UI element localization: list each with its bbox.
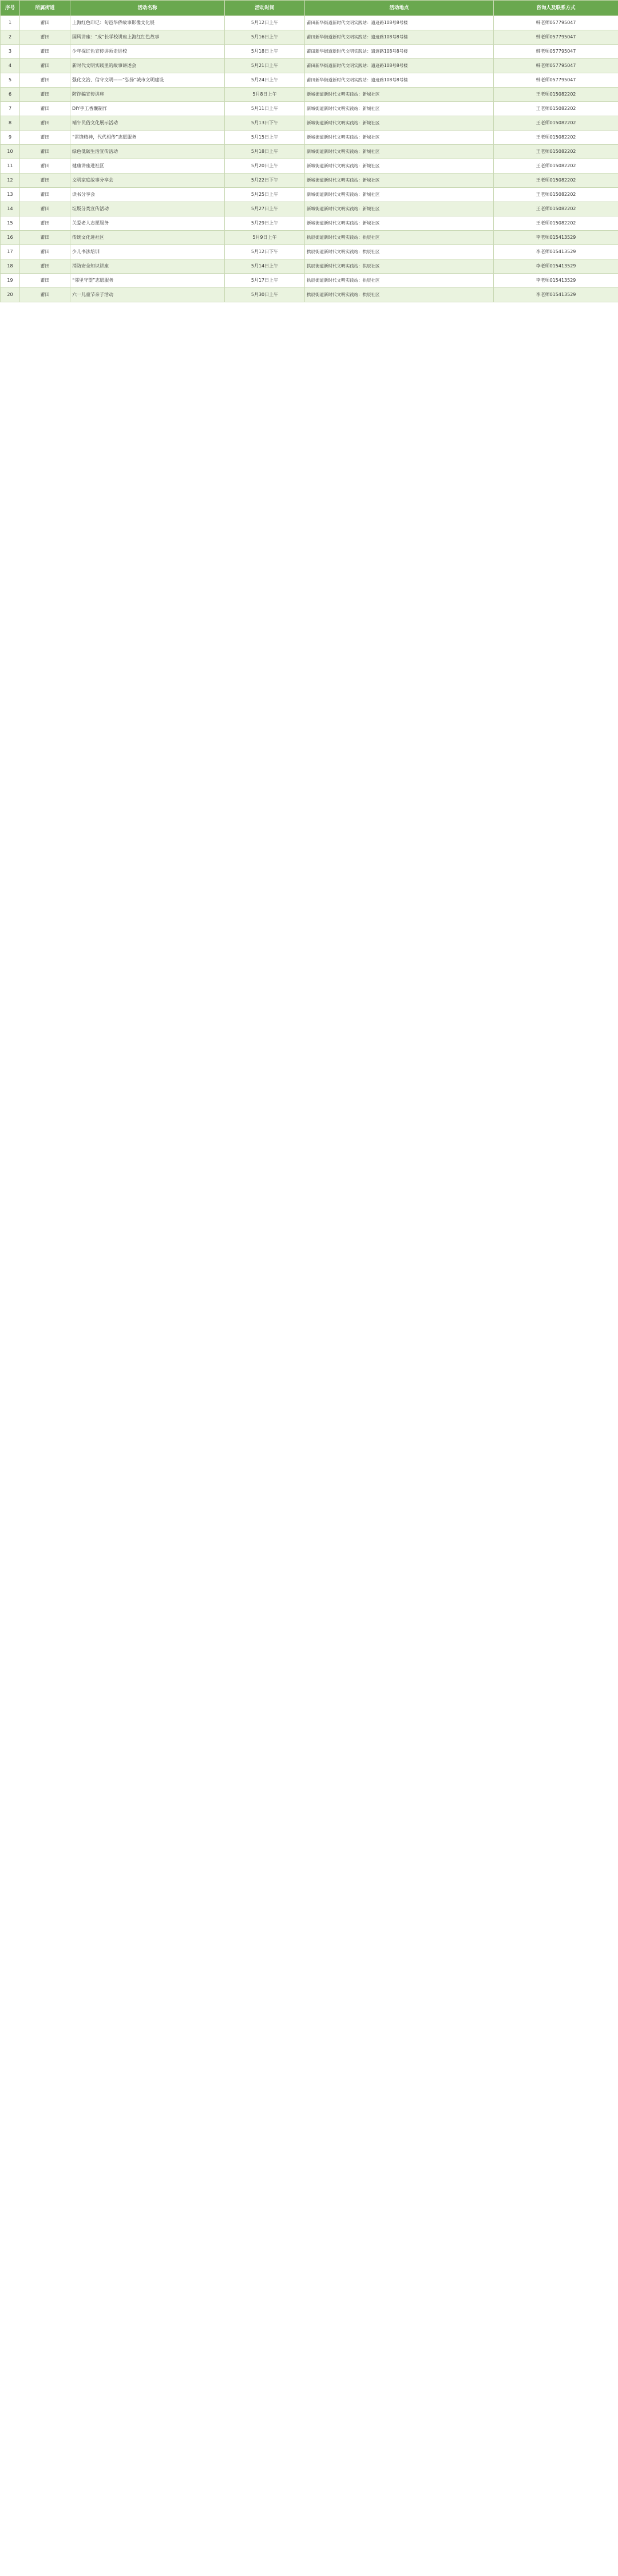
cell-no: 8 [1,116,20,131]
cell-contact: 韩老师057795047 [494,59,618,73]
cell-no: 12 [1,173,20,188]
cell-no: 11 [1,159,20,173]
cell-activity-time: 5月9日上午 [225,231,305,245]
table-row [1,245,618,259]
cell-activity-name: 关爱老人志愿服务 [70,216,225,231]
cell-activity-name: “邻里守望”志愿服务 [70,274,225,288]
table-row [1,231,618,245]
cell-street: 莆田 [20,145,70,159]
cell-contact: 韩老师057795047 [494,73,618,88]
cell-activity-venue: 新城街道新时代文明实践站：新城社区 [305,202,494,216]
cell-activity-time: 5月22日下午 [225,173,305,188]
cell-activity-time: 5月15日上午 [225,131,305,145]
cell-street: 莆田 [20,159,70,173]
cell-street: 莆田 [20,216,70,231]
cell-activity-name: 强化文治、信守文明——“弘扬”城市文明建设 [70,73,225,88]
cell-street: 莆田 [20,188,70,202]
cell-no: 19 [1,274,20,288]
cell-activity-time: 5月14日上午 [225,259,305,274]
table-row [1,73,618,88]
table-row [1,188,618,202]
cell-activity-name: 国风讲座：“成”长学校讲座上海红红色故事 [70,30,225,45]
table-body [1,16,618,302]
cell-activity-venue: 新城街道新时代文明实践站：新城社区 [305,188,494,202]
cell-no: 20 [1,288,20,302]
table-row [1,116,618,131]
cell-contact: 王老师015082202 [494,173,618,188]
table-header-row [1,1,618,16]
cell-activity-venue: 拱辰街道新时代文明实践站：拱辰社区 [305,231,494,245]
header-activity-name: 活动名称 [70,1,225,16]
cell-activity-name: “雷锋精神，代代相传”志愿服务 [70,131,225,145]
cell-activity-venue: 拱辰街道新时代文明实践站：拱辰社区 [305,274,494,288]
cell-activity-time: 5月18日上午 [225,145,305,159]
cell-activity-time: 5月12日上午 [225,16,305,30]
cell-activity-name: 端午民俗文化展示活动 [70,116,225,131]
table-row [1,16,618,30]
cell-contact: 王老师015082202 [494,102,618,116]
cell-no: 6 [1,88,20,102]
cell-no: 9 [1,131,20,145]
table-row [1,59,618,73]
cell-no: 13 [1,188,20,202]
cell-activity-name: 读书分享会 [70,188,225,202]
cell-contact: 王老师015082202 [494,116,618,131]
table-row [1,131,618,145]
cell-street: 莆田 [20,16,70,30]
cell-no: 15 [1,216,20,231]
cell-activity-time: 5月24日上午 [225,73,305,88]
cell-activity-time: 5月30日上午 [225,288,305,302]
header-no: 序号 [1,1,20,16]
table-row [1,288,618,302]
cell-street: 莆田 [20,73,70,88]
cell-no: 16 [1,231,20,245]
activity-table [0,0,618,302]
table-row [1,259,618,274]
cell-activity-venue: 新城街道新时代文明实践站：新城社区 [305,88,494,102]
cell-activity-name: 上海红色印记：旬邑华侨故事影像文化展 [70,16,225,30]
cell-no: 17 [1,245,20,259]
cell-street: 莆田 [20,116,70,131]
cell-activity-time: 5月27日上午 [225,202,305,216]
cell-activity-venue: 莆田新华街道新时代文明实践站：遗迹路108号8号楼 [305,30,494,45]
cell-street: 莆田 [20,259,70,274]
cell-activity-name: 防诈骗宣传讲座 [70,88,225,102]
cell-street: 莆田 [20,131,70,145]
table-row [1,30,618,45]
cell-activity-time: 5月8日上午 [225,88,305,102]
cell-street: 莆田 [20,231,70,245]
cell-street: 莆田 [20,45,70,59]
cell-activity-name: 少年探红色宣传讲师走进校 [70,45,225,59]
cell-activity-time: 5月13日下午 [225,116,305,131]
cell-contact: 韩老师057795047 [494,30,618,45]
cell-contact: 李老师015413529 [494,288,618,302]
cell-activity-venue: 莆田新华街道新时代文明实践站：遗迹路108号8号楼 [305,73,494,88]
cell-contact: 李老师015413529 [494,245,618,259]
cell-street: 莆田 [20,173,70,188]
cell-activity-venue: 拱辰街道新时代文明实践站：拱辰社区 [305,288,494,302]
cell-activity-venue: 新城街道新时代文明实践站：新城社区 [305,173,494,188]
cell-activity-name: 新时代文明实践里的故事讲述会 [70,59,225,73]
cell-activity-venue: 莆田新华街道新时代文明实践站：遗迹路108号8号楼 [305,45,494,59]
cell-activity-venue: 新城街道新时代文明实践站：新城社区 [305,116,494,131]
cell-street: 莆田 [20,274,70,288]
cell-activity-time: 5月20日上午 [225,159,305,173]
table-row [1,45,618,59]
table-row [1,102,618,116]
cell-activity-name: 六一儿童节亲子活动 [70,288,225,302]
cell-street: 莆田 [20,59,70,73]
cell-contact: 韩老师057795047 [494,45,618,59]
cell-activity-time: 5月11日上午 [225,102,305,116]
cell-street: 莆田 [20,102,70,116]
cell-no: 2 [1,30,20,45]
cell-contact: 李老师015413529 [494,274,618,288]
cell-contact: 韩老师057795047 [494,16,618,30]
cell-no: 5 [1,73,20,88]
table-row [1,173,618,188]
cell-activity-name: 健康讲座进社区 [70,159,225,173]
cell-no: 10 [1,145,20,159]
cell-no: 14 [1,202,20,216]
cell-contact: 王老师015082202 [494,159,618,173]
header-activity-time: 活动时间 [225,1,305,16]
cell-street: 莆田 [20,245,70,259]
cell-activity-time: 5月17日上午 [225,274,305,288]
cell-no: 18 [1,259,20,274]
table-row [1,145,618,159]
cell-activity-venue: 新城街道新时代文明实践站：新城社区 [305,131,494,145]
cell-no: 1 [1,16,20,30]
table-row [1,274,618,288]
cell-activity-time: 5月29日上午 [225,216,305,231]
cell-no: 3 [1,45,20,59]
cell-activity-venue: 新城街道新时代文明实践站：新城社区 [305,102,494,116]
cell-activity-name: 少儿书法培训 [70,245,225,259]
cell-activity-time: 5月18日上午 [225,45,305,59]
cell-activity-venue: 新城街道新时代文明实践站：新城社区 [305,216,494,231]
cell-activity-name: 消防安全知识讲座 [70,259,225,274]
cell-contact: 王老师015082202 [494,131,618,145]
cell-activity-venue: 新城街道新时代文明实践站：新城社区 [305,145,494,159]
cell-activity-venue: 莆田新华街道新时代文明实践站：遗迹路108号8号楼 [305,59,494,73]
cell-contact: 王老师015082202 [494,88,618,102]
header-street: 所属街道 [20,1,70,16]
table-row [1,88,618,102]
cell-contact: 李老师015413529 [494,231,618,245]
cell-contact: 李老师015413529 [494,259,618,274]
cell-activity-time: 5月21日上午 [225,59,305,73]
cell-activity-venue: 拱辰街道新时代文明实践站：拱辰社区 [305,259,494,274]
cell-no: 4 [1,59,20,73]
cell-contact: 王老师015082202 [494,216,618,231]
cell-activity-time: 5月16日上午 [225,30,305,45]
cell-street: 莆田 [20,88,70,102]
cell-activity-name: 垃圾分类宣传活动 [70,202,225,216]
table-row [1,202,618,216]
cell-activity-time: 5月12日下午 [225,245,305,259]
cell-activity-venue: 莆田新华街道新时代文明实践站：遗迹路108号8号楼 [305,16,494,30]
cell-activity-name: 绿色低碳生活宣传活动 [70,145,225,159]
cell-activity-name: 文明家庭故事分享会 [70,173,225,188]
cell-activity-name: 传统文化进社区 [70,231,225,245]
cell-no: 7 [1,102,20,116]
cell-activity-venue: 拱辰街道新时代文明实践站：拱辰社区 [305,245,494,259]
cell-street: 莆田 [20,288,70,302]
cell-street: 莆田 [20,202,70,216]
cell-contact: 王老师015082202 [494,145,618,159]
header-activity-venue: 活动地点 [305,1,494,16]
header-contact: 咨询人及联系方式 [494,1,618,16]
cell-contact: 王老师015082202 [494,188,618,202]
table-row [1,216,618,231]
cell-street: 莆田 [20,30,70,45]
cell-activity-venue: 新城街道新时代文明实践站：新城社区 [305,159,494,173]
cell-contact: 王老师015082202 [494,202,618,216]
table-row [1,159,618,173]
cell-activity-time: 5月25日上午 [225,188,305,202]
cell-activity-name: DIY手工香囊制作 [70,102,225,116]
